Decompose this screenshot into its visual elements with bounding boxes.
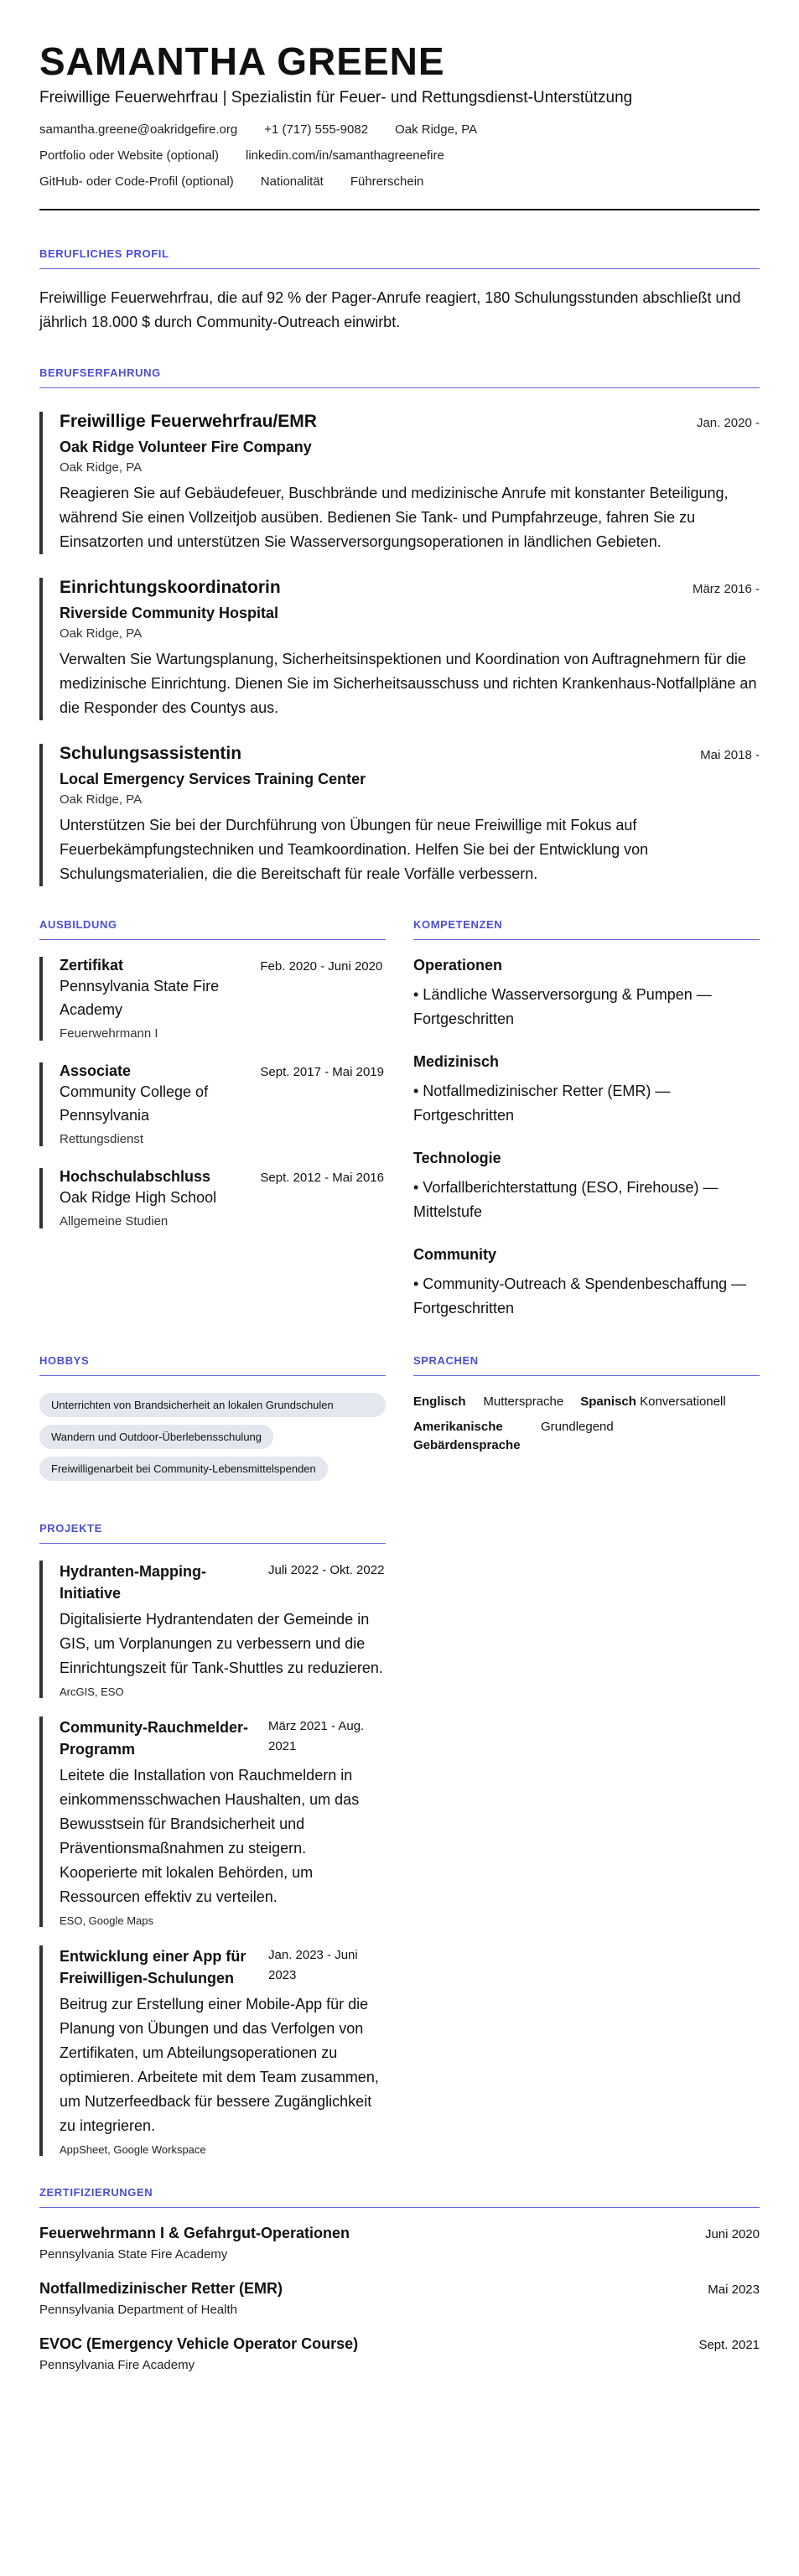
skill-group — [413, 1150, 760, 1224]
language-name: Amerikanische Gebärdensprache — [413, 1420, 521, 1452]
section-title: BERUFLICHES PROFIL — [39, 247, 760, 269]
section-title: PROJEKTE — [39, 1522, 386, 1544]
skill-item: • Community-Outreach & Spendenbeschaffung — Fortgeschritten — [413, 1275, 747, 1317]
experience-list — [39, 412, 760, 886]
education-field: Allgemeine Studien — [60, 1214, 169, 1228]
education-date: Feb. 2020 - Juni 2020 — [260, 959, 383, 974]
education-entry — [39, 1062, 386, 1146]
job-entry — [39, 578, 760, 720]
job-description: Verwalten Sie Wartungsplanung, Sicherheitsinspektionen und Koordination von Auftragnehmern für die medizinische Einrichtung. Dienen Sie im Sicherheitsausschuss und richten Krankenhaus-Notfallpläne an die Responder des Countys aus. — [60, 651, 757, 716]
job-title: Freiwillige Feuerwehrfrau/EMR — [60, 412, 317, 431]
section-title: AUSBILDUNG — [39, 918, 386, 940]
certification-entry — [39, 2335, 760, 2372]
languages-section — [413, 1354, 760, 1488]
education-school: Oak Ridge High School — [60, 1189, 217, 1206]
certification-entry — [39, 2280, 760, 2317]
certification-issuer: Pennsylvania State Fire Academy — [39, 2247, 228, 2262]
certification-issuer: Pennsylvania Department of Health — [39, 2303, 237, 2317]
job-title: Einrichtungskoordinatorin — [60, 578, 281, 597]
skill-category: Community — [413, 1246, 496, 1263]
certification-date: Mai 2023 — [708, 2283, 760, 2297]
contact-location: Oak Ridge, PA — [395, 122, 478, 137]
contact-row — [39, 148, 760, 163]
project-entry — [39, 1716, 386, 1927]
profile-text: Freiwillige Feuerwehrfrau, die auf 92 % der Pager-Anrufe reagiert, 180 Schulungsstunden abschließt und jährlich 18.000 $ durch Community-Outreach einwirbt. — [39, 289, 741, 330]
project-description: Leitete die Installation von Rauchmeldern in einkommensschwachen Haushalten, um das Bewusstsein für Brandsicherheit und Präventionsmaßnahmen zu steigern. Kooperierte mit lokalen Behörden, um Ressourcen effektiv zu verteilen. — [60, 1767, 360, 1905]
language-level: Grundlegend — [541, 1420, 614, 1434]
language-entry — [413, 1393, 563, 1411]
project-date: März 2021 - Aug. 2021 — [268, 1719, 365, 1753]
project-name: Entwicklung einer App für Freiwilligen-Schulungen — [60, 1948, 246, 1987]
section-title: BERUFSERFAHRUNG — [39, 366, 760, 388]
education-field: Feuerwehrmann I — [60, 1026, 158, 1041]
certification-name: Feuerwehrmann I & Gefahrgut-Operationen — [39, 2225, 350, 2241]
section-title: ZERTIFIZIERUNGEN — [39, 2186, 760, 2208]
project-date: Juli 2022 - Okt. 2022 — [268, 1563, 385, 1577]
contact-email[interactable]: samantha.greene@oakridgefire.org — [39, 122, 238, 137]
hobby-tag: Freiwilligenarbeit bei Community-Lebensmittelspenden — [39, 1457, 328, 1481]
project-entry — [39, 1561, 386, 1698]
job-date: Jan. 2020 - — [696, 416, 760, 430]
language-entry — [413, 1418, 614, 1455]
job-date: März 2016 - — [692, 582, 760, 596]
education-date: Sept. 2012 - Mai 2016 — [260, 1171, 384, 1185]
resume-header — [39, 39, 760, 210]
section-title: HOBBYS — [39, 1354, 386, 1376]
projects-section — [39, 1522, 386, 2156]
certification-date: Juni 2020 — [704, 2227, 760, 2241]
project-name: Hydranten-Mapping-Initiative — [60, 1563, 206, 1602]
job-title: Schulungsassistentin — [60, 744, 242, 763]
education-entry — [39, 957, 386, 1041]
projects-list — [39, 1561, 386, 2156]
job-description: Reagieren Sie auf Gebäudefeuer, Buschbrände und medizinische Anrufe mit konstanter Beteiligung, während Sie einen Vollzeitjob ausüben. Bedienen Sie Tank- und Pumpfahrzeuge, fahren Sie zu Einsatzorten und unterstützen Sie Wasserversorgungsoperationen in ländlichen Gebieten. — [60, 485, 729, 550]
job-organization: Riverside Community Hospital — [60, 605, 279, 621]
education-list — [39, 957, 386, 1228]
education-date: Sept. 2017 - Mai 2019 — [260, 1065, 384, 1079]
languages-list — [413, 1393, 760, 1462]
project-tech: AppSheet, Google Workspace — [60, 2143, 206, 2156]
job-location: Oak Ridge, PA — [60, 626, 143, 641]
skills-list — [413, 957, 760, 1321]
education-school: Community College of Pennsylvania — [60, 1083, 209, 1124]
project-description: Digitalisierte Hydrantendaten der Gemeinde in GIS, um Vorplanungen zu verbessern und die Einrichtungszeit für Tank-Shuttles zu reduzieren. — [60, 1611, 383, 1676]
contact-phone[interactable]: +1 (717) 555-9082 — [264, 122, 369, 137]
education-school: Pennsylvania State Fire Academy — [60, 978, 220, 1018]
skill-item: • Ländliche Wasserversorgung & Pumpen — Fortgeschritten — [413, 986, 712, 1027]
skill-group — [413, 1053, 760, 1128]
hobby-tag: Wandern und Outdoor-Überlebensschulung — [39, 1425, 273, 1449]
hobbies-list — [39, 1393, 386, 1488]
skill-item: • Vorfallberichterstattung (ESO, Firehouse) — Mittelstufe — [413, 1179, 719, 1220]
project-date: Jan. 2023 - Juni 2023 — [268, 1948, 358, 1982]
section-title: SPRACHEN — [413, 1354, 760, 1376]
language-name: Spanisch — [580, 1394, 636, 1409]
certification-name: EVOC (Emergency Vehicle Operator Course) — [39, 2335, 359, 2352]
language-name: Englisch — [413, 1394, 466, 1409]
header-divider — [39, 209, 760, 210]
experience-section — [39, 366, 760, 886]
project-entry — [39, 1945, 386, 2156]
job-date: Mai 2018 - — [700, 748, 760, 762]
job-organization: Local Emergency Services Training Center — [60, 771, 366, 787]
contact-row — [39, 174, 760, 189]
contact-github[interactable]: GitHub- oder Code-Profil (optional) — [39, 174, 234, 189]
project-description: Beitrug zur Erstellung einer Mobile-App für die Planung von Übungen und das Verfolgen von Zertifikaten, um Abteilungsoperationen zu optimieren. Arbeitete mit dem Team zusammen, um Nutzerfeedback für bessere Zugänglichkeit zu integrieren. — [60, 1996, 379, 2134]
skill-group — [413, 1246, 760, 1321]
education-section — [39, 918, 386, 1321]
project-tech: ESO, Google Maps — [60, 1914, 153, 1927]
project-name: Community-Rauchmelder-Programm — [60, 1719, 249, 1758]
education-degree: Associate — [60, 1062, 132, 1079]
skill-category: Medizinisch — [413, 1053, 500, 1070]
contact-nationality: Nationalität — [260, 174, 324, 189]
candidate-name: SAMANTHA GREENE — [39, 39, 445, 83]
skill-category: Technologie — [413, 1150, 501, 1166]
job-location: Oak Ridge, PA — [60, 792, 143, 807]
profile-section — [39, 247, 760, 335]
contact-portfolio[interactable]: Portfolio oder Website (optional) — [39, 148, 219, 163]
hobbies-languages-row — [39, 1354, 760, 1488]
project-tech: ArcGIS, ESO — [60, 1685, 124, 1698]
education-field: Rettungsdienst — [60, 1132, 144, 1146]
certifications-section — [39, 2186, 760, 2372]
skills-section — [413, 918, 760, 1321]
language-level: Muttersprache — [483, 1394, 564, 1409]
skill-item: • Notfallmedizinischer Retter (EMR) — Fortgeschritten — [413, 1083, 671, 1124]
certification-issuer: Pennsylvania Fire Academy — [39, 2358, 195, 2372]
certification-name: Notfallmedizinischer Retter (EMR) — [39, 2280, 283, 2297]
hobbies-section — [39, 1354, 386, 1488]
certification-date: Sept. 2021 — [698, 2338, 760, 2352]
language-entry — [580, 1393, 725, 1411]
contact-linkedin[interactable]: linkedin.com/in/samanthagreenefire — [246, 148, 444, 163]
job-location: Oak Ridge, PA — [60, 460, 143, 475]
education-skills-row — [39, 918, 760, 1321]
certification-entry — [39, 2225, 760, 2262]
skill-category: Operationen — [413, 957, 503, 974]
section-title: KOMPETENZEN — [413, 918, 760, 940]
job-description: Unterstützen Sie bei der Durchführung von Übungen für neue Freiwillige mit Fokus auf Feuerbekämpfungstechniken und Teamkoordination. Helfen Sie bei der Entwicklung von Schulungsmaterialien, die die Bereitschaft für reale Vorfälle verbessern. — [60, 817, 649, 882]
education-entry — [39, 1168, 386, 1228]
skill-group — [413, 957, 760, 1031]
job-organization: Oak Ridge Volunteer Fire Company — [60, 439, 312, 455]
job-entry — [39, 412, 760, 554]
certifications-list — [39, 2225, 760, 2372]
education-degree: Hochschulabschluss — [60, 1168, 211, 1185]
contact-row — [39, 122, 760, 137]
hobby-tag: Unterrichten von Brandsicherheit an lokalen Grundschulen — [39, 1393, 386, 1417]
job-entry — [39, 744, 760, 886]
language-level: Konversationell — [640, 1394, 726, 1409]
candidate-headline: Freiwillige Feuerwehrfrau | Spezialistin für Feuer- und Rettungsdienst-Unterstützung — [39, 89, 633, 106]
education-degree: Zertifikat — [60, 957, 124, 974]
contact-license: Führerschein — [350, 174, 424, 189]
